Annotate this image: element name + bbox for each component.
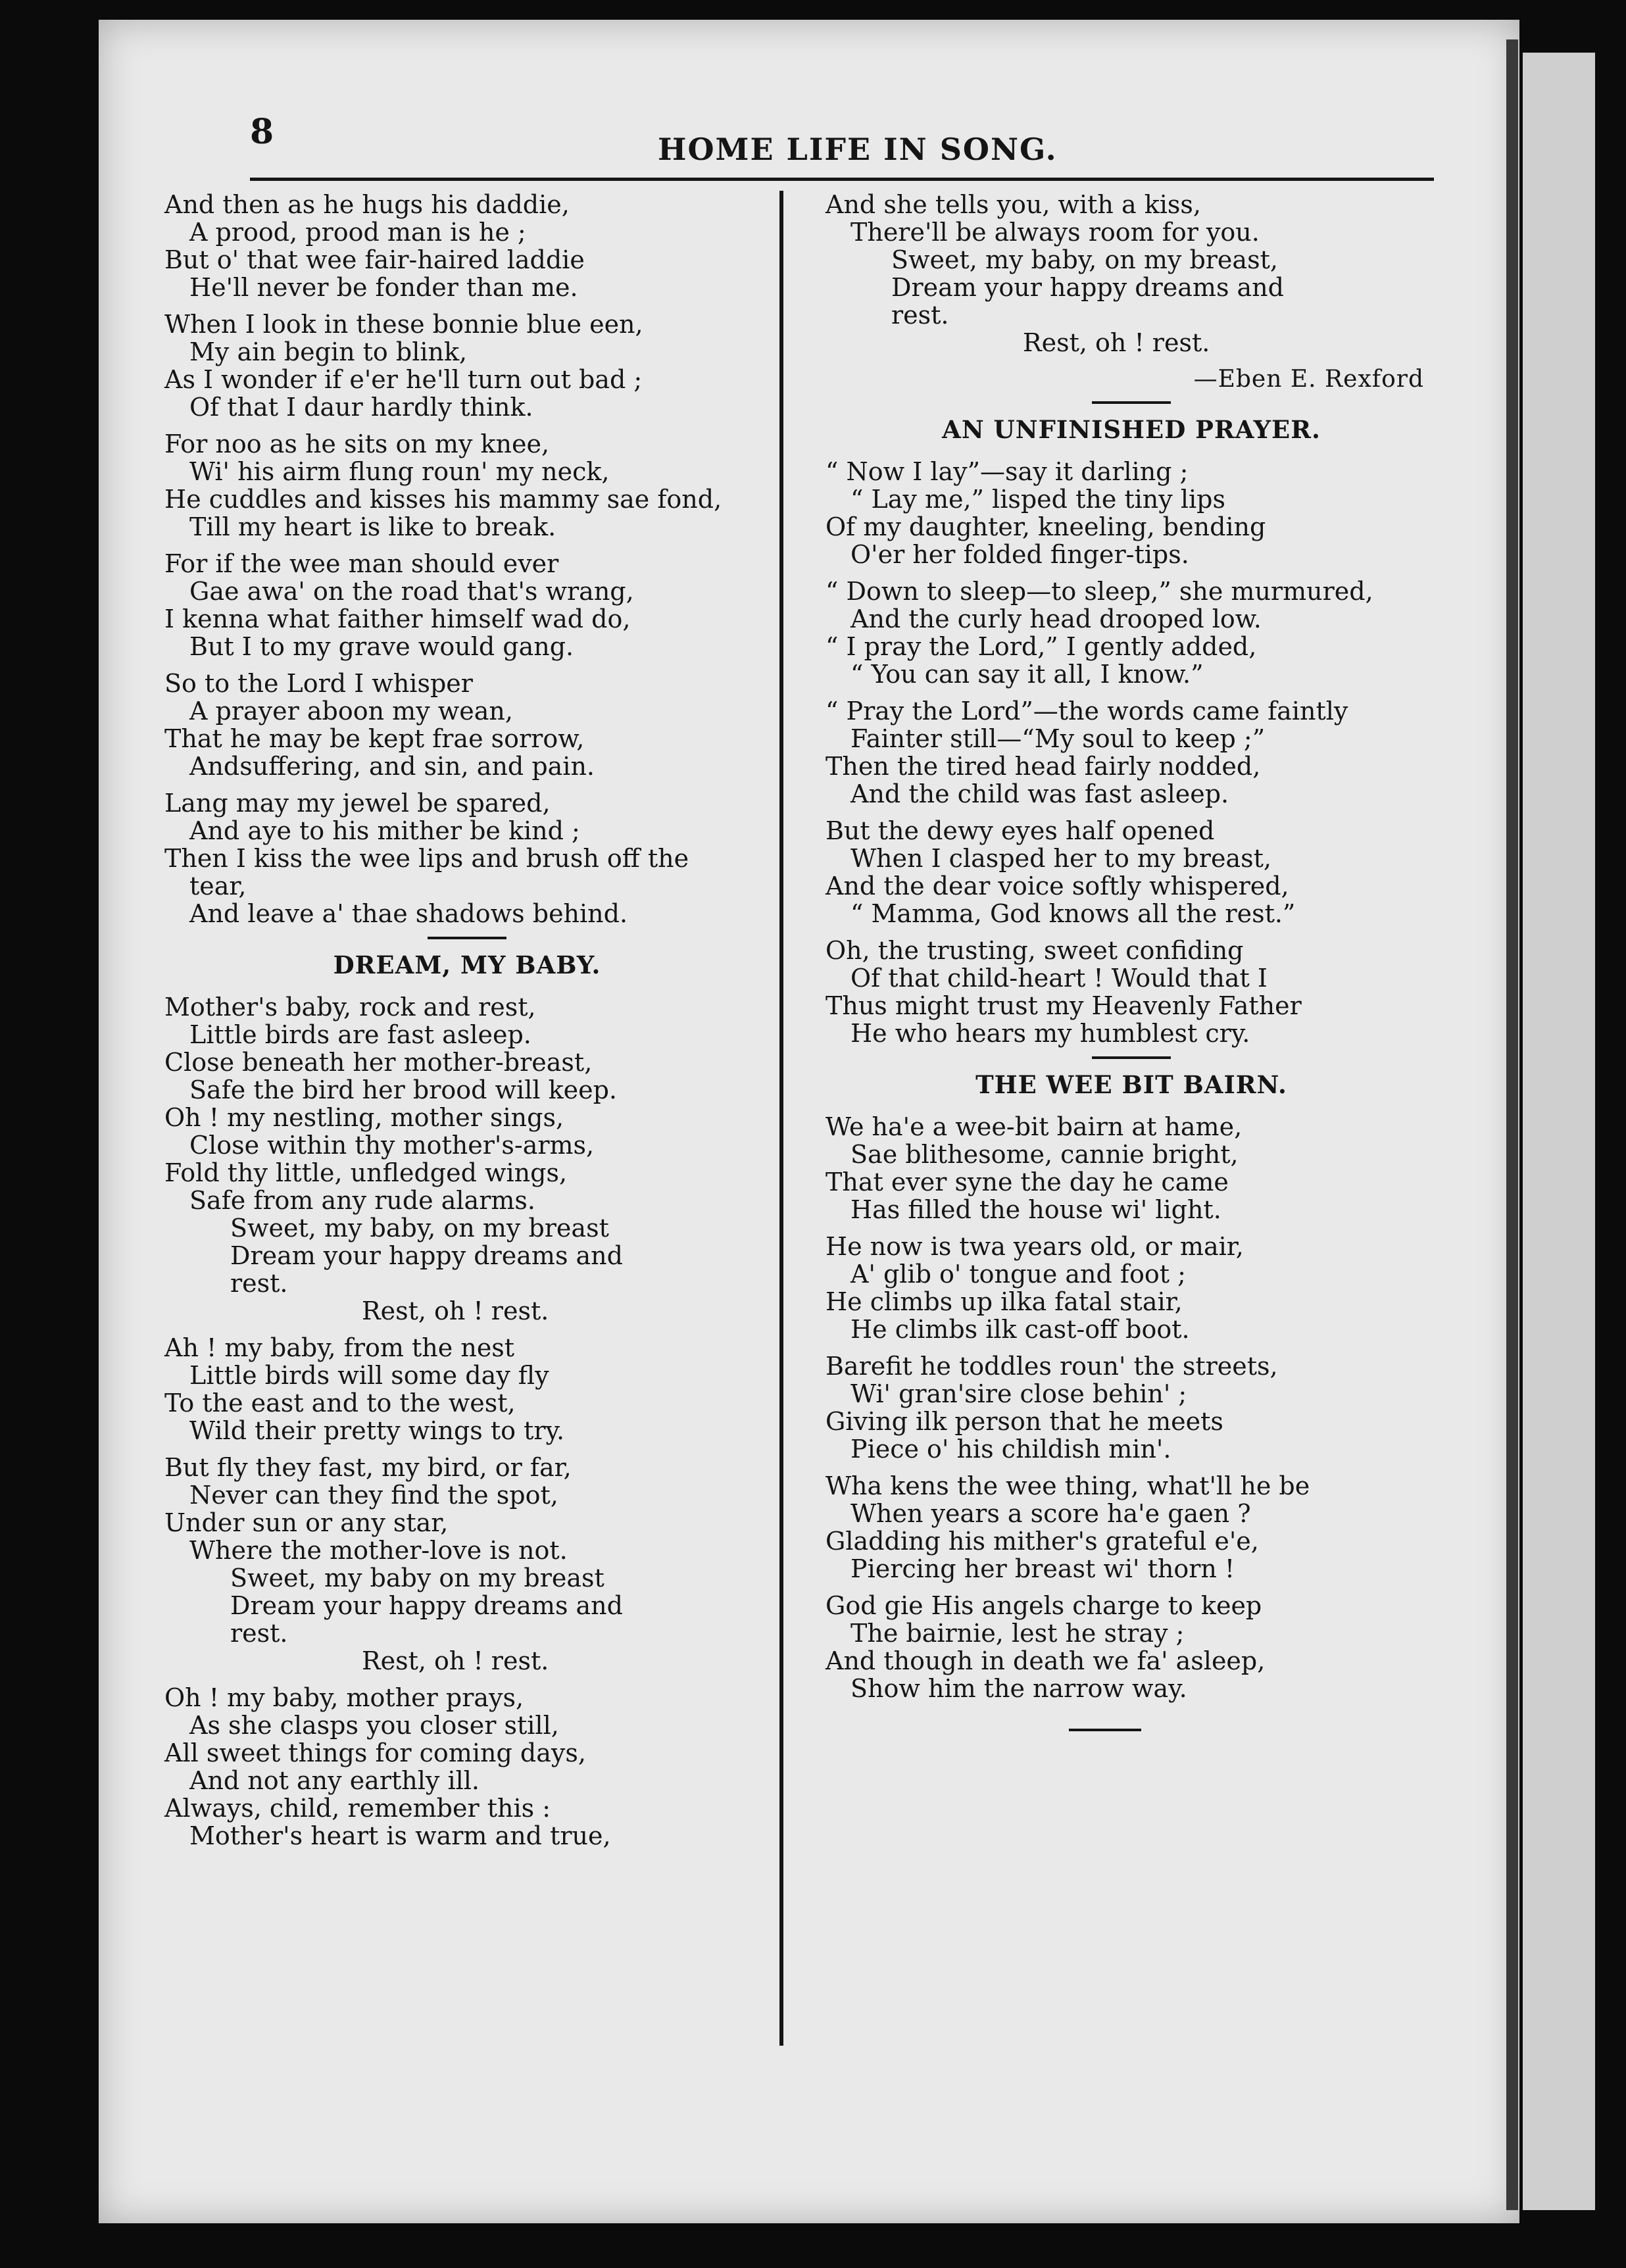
verse-line: Under sun or any star, <box>164 1508 449 1537</box>
verse-line: “ Mamma, God knows all the rest.” <box>850 899 1296 928</box>
stanza <box>164 191 770 301</box>
verse-line: But the dewy eyes half opened <box>825 816 1215 845</box>
page-number: 8 <box>250 112 274 152</box>
right-column <box>825 191 1437 1731</box>
verse-line: And though in death we fa' asleep, <box>825 1646 1266 1675</box>
verse-line: The bairnie, lest he stray ; <box>850 1619 1185 1648</box>
verse-line: Safe the bird her brood will keep. <box>189 1075 618 1104</box>
verse-line: Little birds are fast asleep. <box>189 1020 531 1049</box>
verse-line: Where the mother-love is not. <box>189 1536 568 1565</box>
verse-line: I kenna what faither himself wad do, <box>164 604 631 633</box>
stanza <box>825 1592 1437 1702</box>
stanza <box>164 550 770 660</box>
stanza <box>825 1352 1437 1463</box>
verse-line: Never can they find the spot, <box>189 1481 558 1510</box>
verse-line: That he may be kept frae sorrow, <box>164 724 585 753</box>
verse-line: And the curly head drooped low. <box>850 604 1262 633</box>
poem-title: THE WEE BIT BAIRN. <box>975 1070 1287 1099</box>
column-divider <box>779 191 783 2046</box>
verse-line: Oh ! my baby, mother prays, <box>164 1683 524 1712</box>
verse-line: But o' that wee fair-haired laddie <box>164 245 585 274</box>
section-rule <box>1092 1056 1171 1059</box>
refrain-line: Sweet, my baby on my breast <box>230 1564 604 1592</box>
verse-line: O'er her folded finger-tips. <box>850 540 1189 569</box>
verse-line: And leave a' thae shadows behind. <box>189 899 628 928</box>
verse-line: Oh ! my nestling, mother sings, <box>164 1103 564 1132</box>
verse-line: But I to my grave would gang. <box>189 632 574 661</box>
stanza <box>164 670 770 780</box>
verse-line: Then I kiss the wee lips and brush off the <box>164 844 689 873</box>
verse-line: “ Lay me,” lisped the tiny lips <box>850 485 1225 514</box>
verse-line: Close beneath her mother-breast, <box>164 1048 593 1077</box>
page-header <box>250 105 1434 181</box>
verse-line: So to the Lord I whisper <box>164 669 473 698</box>
verse-line: Sae blithesome, cannie bright, <box>850 1140 1239 1169</box>
refrain-line: rest. <box>230 1619 288 1648</box>
refrain-line: Dream your happy dreams and <box>891 273 1284 302</box>
verse-line: For noo as he sits on my knee, <box>164 430 550 458</box>
verse-line: To the east and to the west, <box>164 1389 516 1418</box>
verse-line: Then the tired head fairly nodded, <box>825 752 1261 781</box>
stanza <box>825 697 1437 808</box>
stanza <box>825 937 1437 1047</box>
next-page-edge <box>1523 53 1595 2210</box>
verse-line: Thus might trust my Heavenly Father <box>825 991 1302 1020</box>
author-signature: —Eben E. Rexford <box>1193 366 1424 393</box>
verse-line: Gae awa' on the road that's wrang, <box>189 577 634 606</box>
refrain-rest: Rest, oh ! rest. <box>362 1296 549 1325</box>
verse-line: And the dear voice softly whispered, <box>825 872 1289 900</box>
verse-line: Wi' gran'sire close behin' ; <box>850 1379 1187 1408</box>
verse-line: Always, child, remember this : <box>164 1794 551 1823</box>
verse-line: Gladding his mither's grateful e'e, <box>825 1527 1259 1556</box>
verse-line: And she tells you, with a kiss, <box>825 190 1201 219</box>
refrain-rest: Rest, oh ! rest. <box>362 1646 549 1675</box>
verse-line: Fainter still—“My soul to keep ;” <box>850 724 1266 753</box>
verse-line: Fold thy little, unfledged wings, <box>164 1158 568 1187</box>
refrain-line: Sweet, my baby, on my breast <box>230 1214 609 1243</box>
poem-title: AN UNFINISHED PRAYER. <box>942 415 1321 444</box>
refrain-line: rest. <box>230 1269 288 1298</box>
stanza <box>164 993 770 1325</box>
verse-line: Mother's baby, rock and rest, <box>164 993 536 1022</box>
left-column <box>164 191 770 1859</box>
verse-line: Andsuffering, and sin, and pain. <box>189 752 595 781</box>
verse-line: “ I pray the Lord,” I gently added, <box>825 632 1257 661</box>
verse-line: Of that I daur hardly think. <box>189 393 533 422</box>
verse-line: For if the wee man should ever <box>164 549 559 578</box>
section-rule <box>1092 401 1171 404</box>
page-gutter <box>1506 39 1518 2210</box>
stanza <box>164 1334 770 1444</box>
verse-line: Little birds will some day fly <box>189 1361 549 1390</box>
verse-line: Of my daughter, kneeling, bending <box>825 512 1266 541</box>
verse-line: We ha'e a wee-bit bairn at hame, <box>825 1112 1243 1141</box>
verse-line: Piece o' his childish min'. <box>850 1435 1171 1464</box>
stanza <box>164 789 770 927</box>
stanza <box>825 1233 1437 1343</box>
stanza <box>825 1113 1437 1223</box>
verse-line: And aye to his mither be kind ; <box>189 816 580 845</box>
verse-line: Has filled the house wi' light. <box>850 1195 1221 1224</box>
verse-line: Barefit he toddles roun' the streets, <box>825 1352 1278 1381</box>
verse-line: Till my heart is like to break. <box>189 512 556 541</box>
verse-line: When I look in these bonnie blue een, <box>164 310 643 339</box>
stanza <box>164 310 770 421</box>
verse-line: Wha kens the wee thing, what'll he be <box>825 1471 1310 1500</box>
verse-line: Close within thy mother's-arms, <box>189 1131 595 1160</box>
refrain-rest: Rest, oh ! rest. <box>1023 328 1210 357</box>
verse-line: Wi' his airm flung roun' my neck, <box>189 457 610 486</box>
verse-line: tear, <box>189 872 247 900</box>
poem-title: DREAM, MY BABY. <box>333 950 601 979</box>
refrain-line: Sweet, my baby, on my breast, <box>891 245 1278 274</box>
refrain-line: rest. <box>891 301 949 330</box>
stanza <box>825 458 1437 568</box>
verse-line: Giving ilk person that he meets <box>825 1407 1223 1436</box>
verse-line: But fly they fast, my bird, or far, <box>164 1453 572 1482</box>
verse-line: And the child was fast asleep. <box>850 779 1229 808</box>
end-rule <box>1069 1729 1141 1731</box>
verse-line: He'll never be fonder than me. <box>189 273 578 302</box>
verse-line: Show him the narrow way. <box>850 1674 1187 1703</box>
verse-line: A' glib o' tongue and foot ; <box>850 1260 1186 1289</box>
stanza <box>825 191 1437 357</box>
stanza <box>825 817 1437 927</box>
verse-line: Ah ! my baby, from the nest <box>164 1333 515 1362</box>
stanza <box>825 578 1437 688</box>
verse-line: “ Down to sleep—to sleep,” she murmured, <box>825 577 1373 606</box>
verse-line: Lang may my jewel be spared, <box>164 789 551 818</box>
verse-line: He climbs ilk cast-off boot. <box>850 1315 1190 1344</box>
stanza <box>164 1684 770 1850</box>
verse-line: He cuddles and kisses his mammy sae fond, <box>164 485 722 514</box>
verse-line: When years a score ha'e gaen ? <box>850 1499 1251 1528</box>
verse-line: Safe from any rude alarms. <box>189 1186 535 1215</box>
verse-line: “ Pray the Lord”—the words came faintly <box>825 697 1348 726</box>
verse-line: When I clasped her to my breast, <box>850 844 1271 873</box>
refrain-line: Dream your happy dreams and <box>230 1241 623 1270</box>
verse-line: Of that child-heart ! Would that I <box>850 964 1268 993</box>
verse-line: That ever syne the day he came <box>825 1168 1229 1196</box>
verse-line: Mother's heart is warm and true, <box>189 1821 611 1850</box>
verse-line: God gie His angels charge to keep <box>825 1591 1262 1620</box>
verse-line: He climbs up ilka fatal stair, <box>825 1287 1183 1316</box>
verse-line: He now is twa years old, or mair, <box>825 1232 1244 1261</box>
running-title: HOME LIFE IN SONG. <box>658 132 1058 167</box>
verse-line: Wild their pretty wings to try. <box>189 1416 565 1445</box>
stanza <box>164 430 770 541</box>
stanza <box>825 1472 1437 1583</box>
verse-line: And not any earthly ill. <box>189 1766 480 1795</box>
verse-line: Piercing her breast wi' thorn ! <box>850 1554 1235 1583</box>
verse-line: As I wonder if e'er he'll turn out bad ; <box>164 365 643 394</box>
section-rule <box>428 937 506 939</box>
verse-line: He who hears my humblest cry. <box>850 1019 1250 1048</box>
verse-line: And then as he hugs his daddie, <box>164 190 570 219</box>
verse-line: “ You can say it all, I know.” <box>850 660 1204 689</box>
verse-line: All sweet things for coming days, <box>164 1738 586 1767</box>
verse-line: There'll be always room for you. <box>850 218 1260 247</box>
verse-line: As she clasps you closer still, <box>189 1711 559 1740</box>
verse-line: My ain begin to blink, <box>189 337 468 366</box>
verse-line: “ Now I lay”—say it darling ; <box>825 457 1189 486</box>
verse-line: A prood, prood man is he ; <box>189 218 526 247</box>
stanza <box>164 1454 770 1675</box>
verse-line: Oh, the trusting, sweet confiding <box>825 936 1244 965</box>
refrain-line: Dream your happy dreams and <box>230 1591 623 1620</box>
verse-line: A prayer aboon my wean, <box>189 697 513 726</box>
